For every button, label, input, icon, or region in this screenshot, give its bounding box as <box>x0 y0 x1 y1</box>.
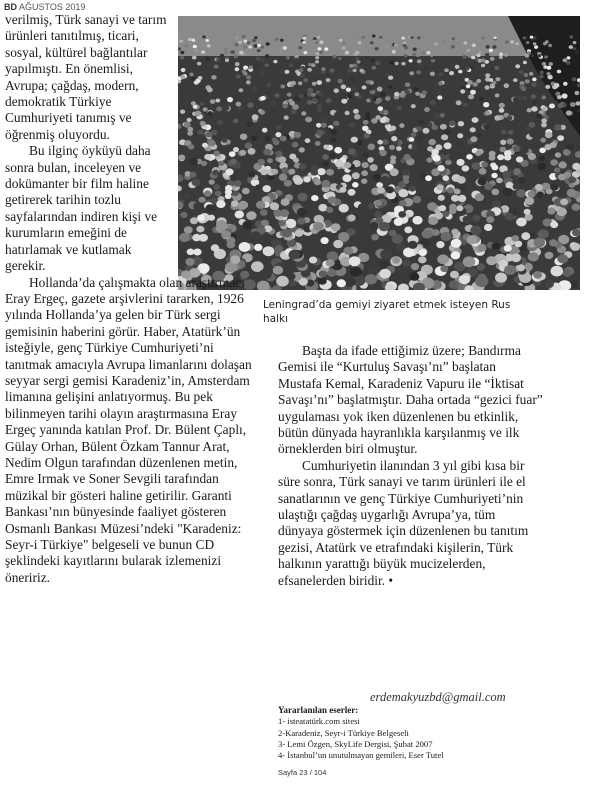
left-column <box>5 12 258 586</box>
references-title: Yararlanılan eserler: <box>278 705 359 715</box>
reference-item: 1- isteatatürk.com sitesi <box>278 716 360 727</box>
reference-item: 3- Lemi Özgen, SkyLife Dergisi, Şubat 2007 <box>278 738 433 749</box>
magazine-brand: BD <box>4 2 17 12</box>
right-paragraph-2: Cumhuriyetin ilanından 3 yıl gibi kısa bir süre sonra, Türk sanayi ve tarım ürünleri ile el sanatlarının ve genç Türkiye Cumhuriyeti’nin ulaştığı çağdaş uygarlığı Avrupa’ya, tüm dünyaya göstermek için düzenlenen bu tanıtım gezisi, Atatürk ve etrafındaki kişilerin, Türk halkının yarattığı büyük mucizelerden, efsanelerden biridir. • <box>278 457 529 588</box>
left-paragraph-1: verilmiş, Türk sanayi ve tarım ürünleri tanıtılmış, ticari, sosyal, kültürel bağlantılar yapılmıştı. En önemlisi, Avrupa; çağdaş, modern, demokratik Türkiye Cumhuriyeti tanımış ve öğrenmiş oluyordu. <box>5 12 167 142</box>
left-paragraph-3: Hollanda’da çalışmakta olan araştırmacı Eray Ergeç, gazete arşivlerini tararken, 1926 yılında Hollanda’ya gelen bir Türk sergi gemisinin haberini görür. Haber, Atatürk’ün isteğiyle, genç Türkiye Cumhuriyeti’ni tanıtmak amacıyla Avrupa limanlarını dolaşan seyyar sergi gemisi Karadeniz’in, Amsterdam limanına gelişini anlatıyormuş. Bu pek bilinmeyen tarihi olayın araştırmasına Eray Ergeç yanında katılan Prof. Dr. Bülent Çaplı, Gülay Orhan, Bülent Özkam Tannur Arat, Nedim Olgun tarafından düzenlenen metin, Emre Irmak ve Soner Sevgili tarafından müzikal bir gösteri haline getirilir. Garanti Bankası’nın bünyesinde faaliyet gösteren Osmanlı Bankası Müzesi’ndeki "Karadeniz: Seyr-i Türkiye" belgeseli ve bunun CD şeklindeki kayıtlarını bularak izlemenizi öneririz. <box>5 274 252 585</box>
reference-item: 2-Karadeniz, Seyr-i Türkiye Belgeseli <box>278 727 409 738</box>
issue-date: AĞUSTOS 2019 <box>19 2 86 12</box>
page-header <box>4 2 85 12</box>
photo-caption: Leningrad’da gemiyi ziyaret etmek isteyen Rus halkı <box>263 299 511 325</box>
reference-item: 4- İstanbul’un unutulmayan gemileri, Eser Tutel <box>278 750 444 761</box>
left-paragraph-2: Bu ilginç öyküyü daha sonra bulan, inceleyen ve dokümanter bir film haline getirerek tarihin tozlu sayfalarından indiren kişi ve kurumların emeğini de hatırlamak ve kutlamak gerekir. <box>5 143 158 274</box>
page-number: Sayfa 23 / 104 <box>278 768 327 777</box>
right-column <box>278 343 543 589</box>
right-paragraph-1: Başta da ifade ettiğimiz üzere; Bandırma Gemisi ile “Kurtuluş Savaşı’nı” başlatan Mustafa Kemal, Karadeniz Vapuru ile “İktisat Savaşı’nı” başlatmıştır. Daha ortada “gezici fuar” uygulaması yok iken düzenlenen bu etkinlik, bütün dünyada hayranlıkla karşılanmış ve ilk örneklerden biri olmuştur. <box>278 343 543 457</box>
author-email[interactable]: erdemakyuzbd@gmail.com <box>370 690 506 704</box>
references <box>278 705 444 761</box>
